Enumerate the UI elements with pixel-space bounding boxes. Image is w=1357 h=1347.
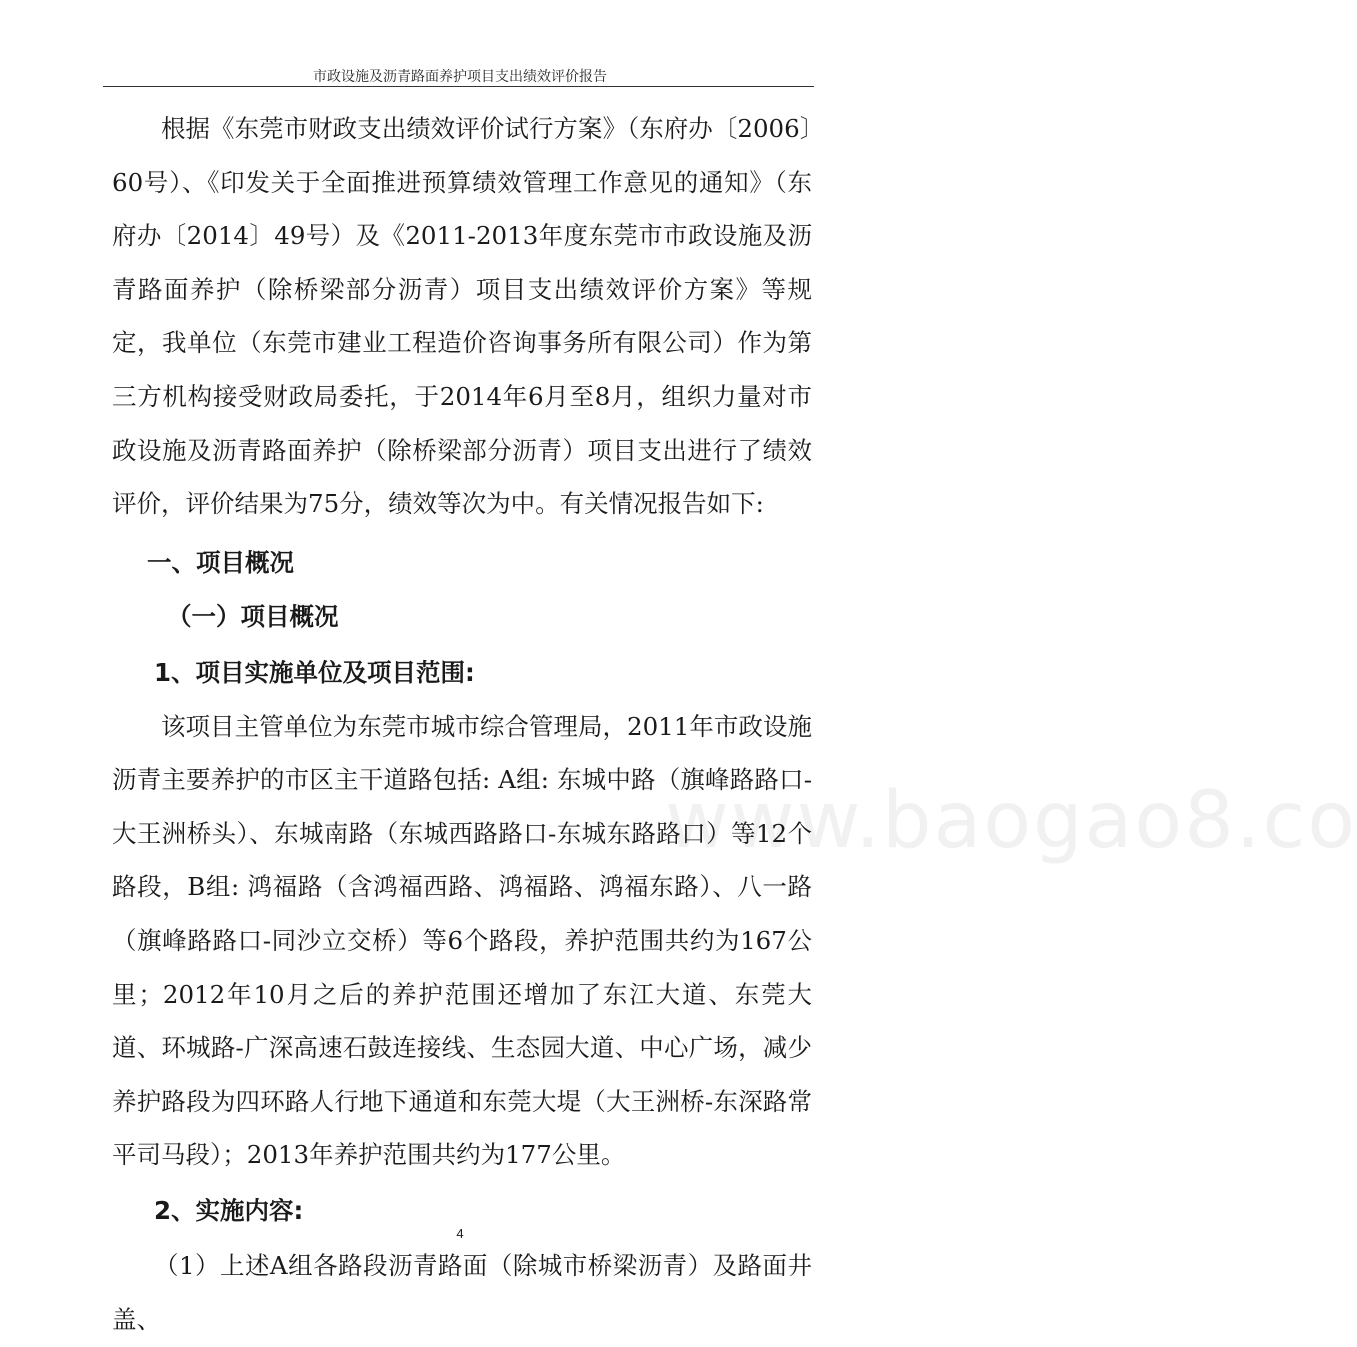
- report-body: [112, 102, 812, 1347]
- running-header-title: 市政设施及沥青路面养护项目支出绩效评价报告: [313, 69, 607, 85]
- list-item-1: （1）上述A组各路段沥青路面（除城市桥梁沥青）及路面井盖、: [112, 1251, 812, 1335]
- intro-paragraph: 根据《东莞市财政支出绩效评价试行方案》（东府办〔2006〕60号）、《印发关于全面推进预算绩效管理工作意见的通知》（东府办〔2014〕49号）及《2011-2013年度东莞市市政设施及沥青路面养护（除桥梁部分沥青）项目支出绩效评价方案》等规定，我单位（东莞市建业工程造价咨询事务所有限公司）作为第三方机构接受财政局委托，于2014年6月至8月，组织力量对市政设施及沥青路面养护（除桥梁部分沥青）项目支出进行了绩效评价，评价结果为75分，绩效等次为中。有关情况报告如下:: [112, 114, 812, 519]
- subsection-heading-overview: （一）项目概况: [167, 602, 339, 632]
- watermark: www.baogao8.co: [665, 776, 1357, 866]
- section-heading-overview: 一、项目概况: [147, 547, 294, 577]
- heading-implementing-unit-scope: 1、项目实施单位及项目范围:: [154, 657, 475, 687]
- scope-paragraph: 该项目主管单位为东莞市城市综合管理局，2011年市政设施沥青主要养护的市区主干道路包括: A组: 东城中路（旗峰路路口-大王洲桥头）、东城南路（东城西路路口-东城东路路口）等12个路段，B组: 鸿福路（含鸿福西路、鸿福路、鸿福东路）、八一路（旗峰路路口-同沙立交桥）等6个路段，养护范围共约为167公里；2012年10月之后的养护范围还增加了东江大道、东莞大道、环城路-广深高速石鼓连接线、生态园大道、中心广场，减少养护路段为四环路人行地下通道和东莞大堤（大王洲桥-东深路常平司马段）；2013年养护范围共约为177公里。: [112, 711, 812, 1170]
- heading-implementation-content: 2、实施内容:: [154, 1195, 304, 1225]
- page-number: 4: [456, 1226, 464, 1241]
- header-rule: [103, 86, 814, 87]
